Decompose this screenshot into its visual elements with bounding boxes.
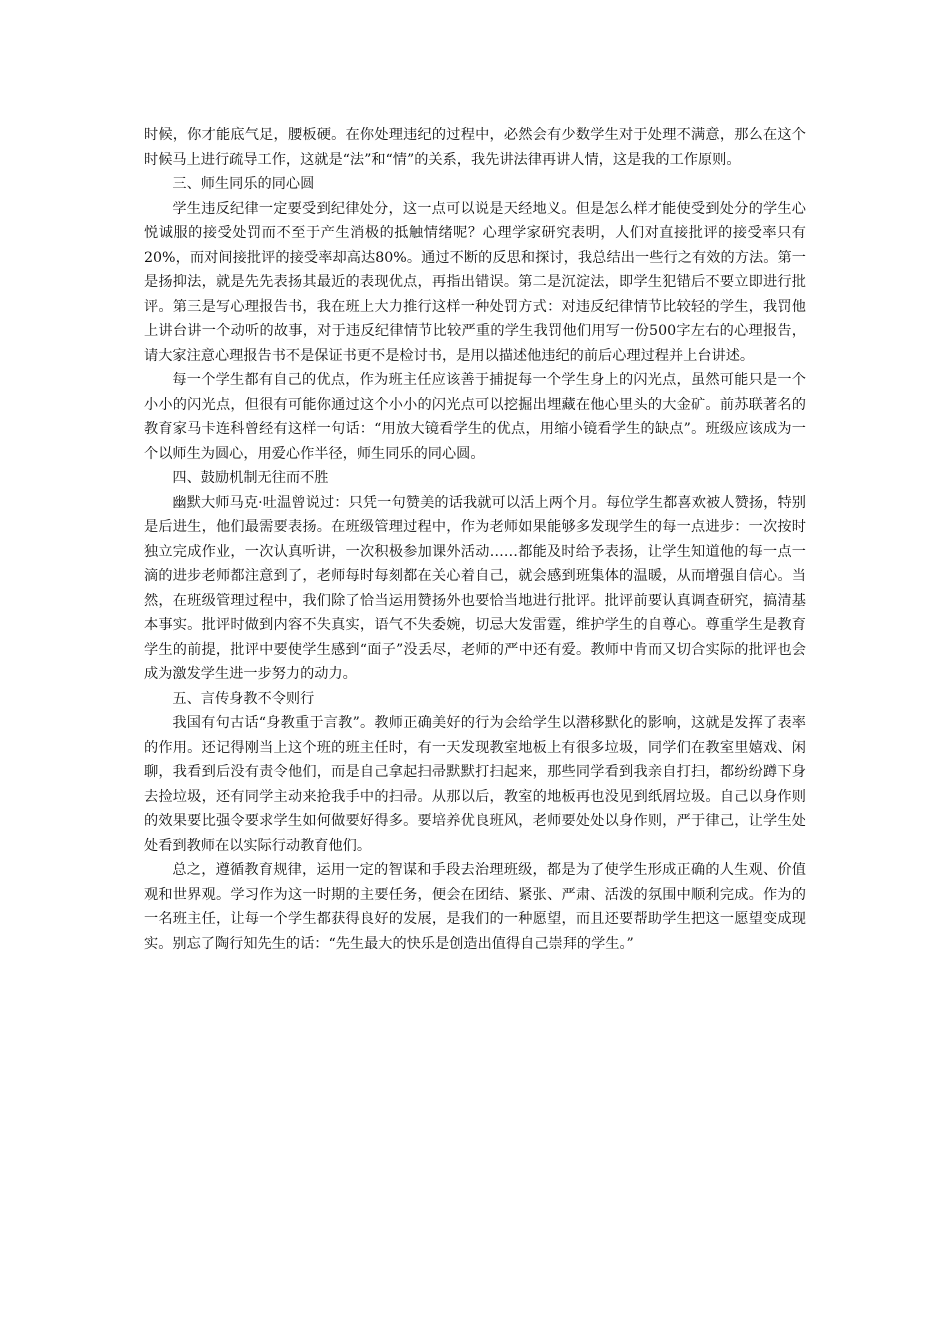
paragraph-continuation: 时候，你才能底气足，腰板硬。在你处理违纪的过程中，必然会有少数学生对于处理不满意，那么在这个时候马上进行疏导工作，这就是“法”和“情”的关系，我先讲法律再讲人情，这是我的工作原则。 <box>144 127 806 168</box>
paragraph-section-5-1: 我国有句古话“身教重于言教”。教师正确美好的行为会给学生以潜移默化的影响，这就是发挥了表率的作用。还记得刚当上这个班的班主任时，有一天发现教室地板上有很多垃圾，同学们在教室里嬉戏、闲聊，我看到后没有责令他们，而是自己拿起扫帚默默打扫起来，那些同学看到我亲自打扫，都纷纷蹲下身去捡垃圾，还有同学主动来抢我手中的扫帚。从那以后，教室的地板再也没见到纸屑垃圾。自己以身作则的效果要比强令要求学生如何做要好得多。要培养优良班风，老师要处处以身作则，严于律己，让学生处处看到教师在以实际行动教育他们。 <box>144 715 806 854</box>
section-heading-4: 四、鼓励机制无往而不胜 <box>172 470 329 486</box>
paragraph-section-3-1: 学生违反纪律一定要受到纪律处分，这一点可以说是天经地义。但是怎么样才能使受到处分的学生心悦诚服的接受处罚而不至于产生消极的抵触情绪呢？心理学家研究表明，人们对直接批评的接受率只有20%，而对间接批评的接受率却高达80%。通过不断的反思和探讨，我总结出一些行之有效的方法。第一是扬抑法，就是先先表扬其最近的表现优点，再指出错误。第二是沉淀法，即学生犯错后不要立即进行批评。第三是写心理报告书，我在班上大力推行这样一种处罚方式：对违反纪律情节比较轻的学生，我罚他上讲台讲一个动听的故事，对于违反纪律情节比较严重的学生我罚他们用写一份500字左右的心理报告，请大家注意心理报告书不是保证书更不是检讨书，是用以描述他违纪的前后心理过程并上台讲述。 <box>144 200 806 364</box>
document-body <box>144 123 806 956</box>
section-heading-5: 五、言传身教不令则行 <box>172 690 315 707</box>
paragraph-section-3-2: 每一个学生都有自己的优点，作为班主任应该善于捕捉每一个学生身上的闪光点，虽然可能只是一个小小的闪光点，但很有可能你通过这个小小的闪光点可以挖掘出埋藏在他心里头的大金矿。前苏联著名的教育家马卡连科曾经有这样一句话：“用放大镜看学生的优点，用缩小镜看学生的缺点”。班级应该成为一个以师生为圆心，用爱心作半径，师生同乐的同心圆。 <box>144 372 806 462</box>
paragraph-conclusion: 总之，遵循教育规律，运用一定的智谋和手段去治理班级，都是为了使学生形成正确的人生观、价值观和世界观。学习作为这一时期的主要任务，便会在团结、紧张、严肃、活泼的氛围中顺利完成。作为的一名班主任，让每一个学生都获得良好的发展，是我们的一种愿望，而且还要帮助学生把这一愿望变成现实。别忘了陶行知先生的话：“先生最大的快乐是创造出值得自己崇拜的学生。” <box>144 862 806 952</box>
section-heading-3: 三、师生同乐的同心圆 <box>172 176 315 192</box>
paragraph-section-4-1: 幽默大师马克·吐温曾说过：只凭一句赞美的话我就可以活上两个月。每位学生都喜欢被人赞扬，特别是后进生，他们最需要表扬。在班级管理过程中，作为老师如果能够多发现学生的每一点进步：一次按时独立完成作业，一次认真听讲，一次积极参加课外活动……都能及时给予表扬，让学生知道他的每一点一滴的进步老师都注意到了，老师每时每刻都在关心着自己，就会感到班集体的温暖，从而增强自信心。当然，在班级管理过程中，我们除了恰当运用赞扬外也要恰当地进行批评。批评前要认真调查研究，搞清基本事实。批评时做到内容不失真实，语气不失委婉，切忌大发雷霆，维护学生的自尊心。尊重学生是教育学生的前提，批评中要使学生感到“面子”没丢尽，老师的严中还有爱。教师中肯而又切合实际的批评也会成为激发学生进一步努力的动力。 <box>144 494 806 682</box>
